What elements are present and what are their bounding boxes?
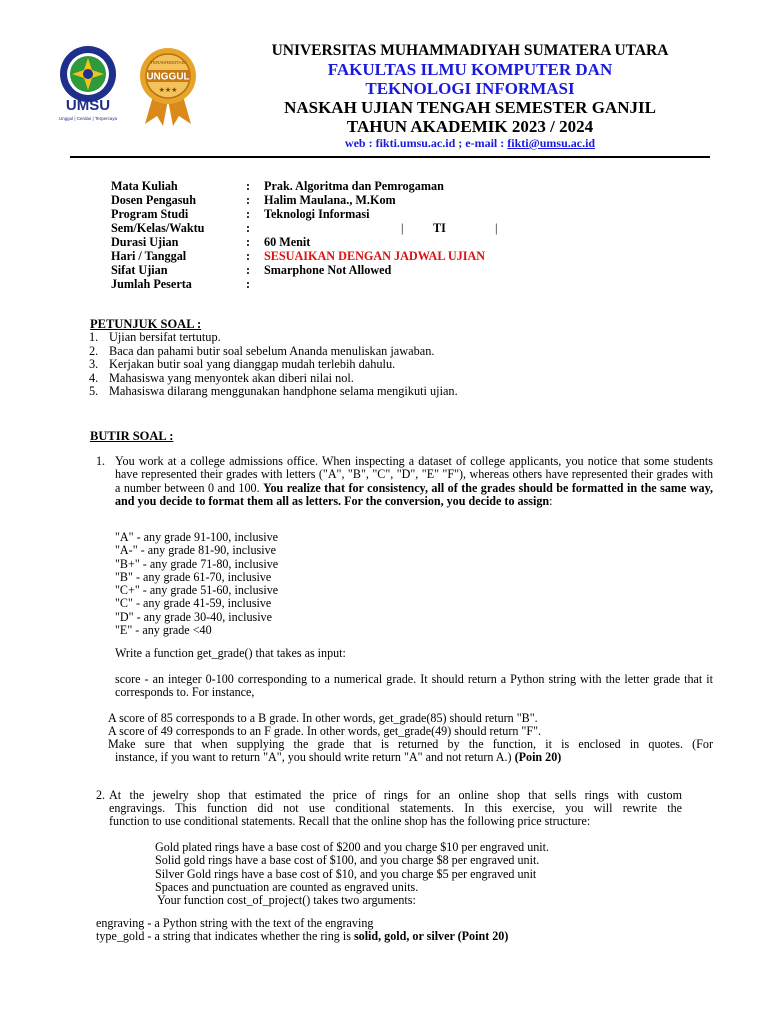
grade-item: "C" - any grade 41-59, inclusive [115,596,272,611]
instructions-title: PETUNJUK SOAL : [90,317,202,331]
university-name: UNIVERSITAS MUHAMMADIYAH SUMATERA UTARA [271,42,669,59]
argument-text: type_gold - a string that indicates whether the ring is [96,929,354,943]
example-85: A score of 85 corresponds to a B grade. In other words, get_grade(85) should return "B". [108,711,538,725]
price-list [155,841,549,907]
grade-item: "A-" - any grade 81-90, inclusive [115,543,276,558]
svg-text:UNGGUL: UNGGUL [146,71,190,83]
svg-text:★★★: ★★★ [158,87,178,94]
price-item: Silver Gold rings have a base cost of $10, and you charge $5 per engraved unit [155,866,537,881]
list-text: Ujian bersifat tertutup. [109,330,221,344]
score-description: score - an integer 0-100 corresponding to a numerical grade. It should return a Python string with the letter grade that it corresponds to. For instance, [115,672,713,700]
info-value: Prak. Algoritma dan Pemrogaman [264,179,444,193]
info-label: Sem/Kelas/Waktu [111,221,205,235]
info-label: Sifat Ujian [111,263,168,277]
question-text: : [549,493,553,508]
note-line-2 [115,751,561,764]
info-separator: : [246,221,251,235]
note-text: instance, if you want to return "A", you should write return "A" and not return A.) [115,750,515,764]
email-link[interactable]: fikti@umsu.ac.id [507,136,596,150]
info-value: Smarphone Not Allowed [264,263,392,277]
list-number: 3. [89,357,99,371]
list-number: 5. [89,384,99,398]
info-separator: : [246,277,251,291]
unggul-accreditation-badge [135,46,201,126]
example-49: A score of 49 corresponds to an F grade. In other words, get_grade(49) should return "F". [108,724,542,738]
argument-engraving: engraving - a Python string with the text of the engraving [96,916,374,930]
info-label: Dosen Pengasuh [111,193,196,207]
argument-type-gold [96,930,508,943]
note-line-1: Make sure that when supplying the grade that is returned by the function, it is enclosed in quotes. (For [108,737,713,751]
class-value: TI [433,221,446,235]
question-2-line1: At the jewelry shop that estimated the price of rings for an online shop that sells rings with custom [109,788,682,802]
questions-title: BUTIR SOAL : [90,429,174,443]
academic-year: TAHUN AKADEMIK 2023 / 2024 [346,117,594,136]
svg-text:Unggul | Cerdas | Terpercaya: Unggul | Cerdas | Terpercaya [58,116,118,121]
list-text: Mahasiswa dilarang menggunakan handphone selama mengikuti ujian. [109,384,458,398]
info-value: 60 Menit [264,235,311,249]
grade-item: "A" - any grade 91-100, inclusive [115,530,279,544]
price-item: Solid gold rings have a base cost of $100, and you charge $8 per engraved unit. [155,853,540,868]
contact-prefix: web : fikti.umsu.ac.id ; e-mail : [344,136,508,150]
exam-title: NASKAH UJIAN TENGAH SEMESTER GANJIL [284,98,656,117]
svg-text:UMSU: UMSU [65,97,111,114]
grade-item: "B" - any grade 61-70, inclusive [115,569,272,584]
info-label: Mata Kuliah [111,179,178,193]
info-label: Program Studi [111,207,189,221]
faculty-name-line1: FAKULTAS ILMU KOMPUTER DAN [327,60,613,79]
question-2-line3: function to use conditional statements. Recall that the online shop has the following price structure: [109,814,591,828]
list-number: 2. [89,343,99,358]
price-item: Spaces and punctuation are counted as engraved units. [155,879,419,894]
info-separator: : [246,207,251,221]
info-label: Jumlah Peserta [111,277,192,291]
question-2-line2: engravings. This function did not use conditional statements. In this exercise, you will rewrite the [109,801,682,815]
price-item: Your function cost_of_project() takes two arguments: [157,893,416,908]
price-item: Gold plated rings have a base cost of $200 and you charge $10 per engraved unit. [155,840,550,854]
grade-list [115,531,278,637]
semester-divider: | [401,221,404,235]
faculty-name-line2: TEKNOLOGI INFORMASI [365,79,575,98]
list-text: Mahasiswa yang menyontek akan diberi nilai nol. [109,370,354,385]
info-separator: : [246,193,251,207]
header-divider [70,156,710,158]
contact-line [210,136,730,151]
question-number: 1. [96,454,106,468]
points-label: (Poin 20) [514,750,562,764]
write-function-text: Write a function get_grade() that takes as input: [115,646,346,660]
info-separator: : [246,249,251,263]
info-label: Durasi Ujian [111,235,179,249]
list-text: Baca dan pahami butir soal sebelum Ananda menuliskan jawaban. [109,343,435,358]
list-number: 4. [89,370,99,385]
grade-item: "C+" - any grade 51-60, inclusive [115,583,279,598]
question-2-number: 2. [96,788,106,802]
list-text: Kerjakan butir soal yang dianggap mudah terlebih dahulu. [109,357,396,371]
info-label: Hari / Tanggal [111,249,187,263]
grade-item: "E" - any grade <40 [115,623,212,638]
semester-divider: | [495,221,498,235]
umsu-logo [52,44,124,122]
info-value: Halim Maulana., M.Kom [264,193,396,207]
grade-item: "B+" - any grade 71-80, inclusive [115,556,279,571]
question-text: You work at a college admissions office. When inspecting a dataset of college applicants, you notice that some students have represented their grades with letters ("A", "B", "C", "D", "E" "F"), whereas others have represented their grades with a number between 0 and 100. [115,454,713,495]
info-separator: : [246,263,251,277]
info-value-highlight: SESUAIKAN DENGAN JADWAL UJIAN [264,249,486,263]
svg-text:TERAKREDITASI: TERAKREDITASI [150,60,186,65]
question-1-intro [115,455,713,508]
info-separator: : [246,235,251,249]
list-number: 1. [89,330,99,344]
info-separator: : [246,179,251,193]
info-value: Teknologi Informasi [264,207,370,221]
grade-item: "D" - any grade 30-40, inclusive [115,609,272,624]
question-text-bold: You realize that for consistency, all of the grades should be formatted in the same way, and you decide to format them all as letters. For the conversion, you decide to assign [115,480,713,508]
argument-text-bold: solid, gold, or silver (Point 20) [353,929,509,943]
